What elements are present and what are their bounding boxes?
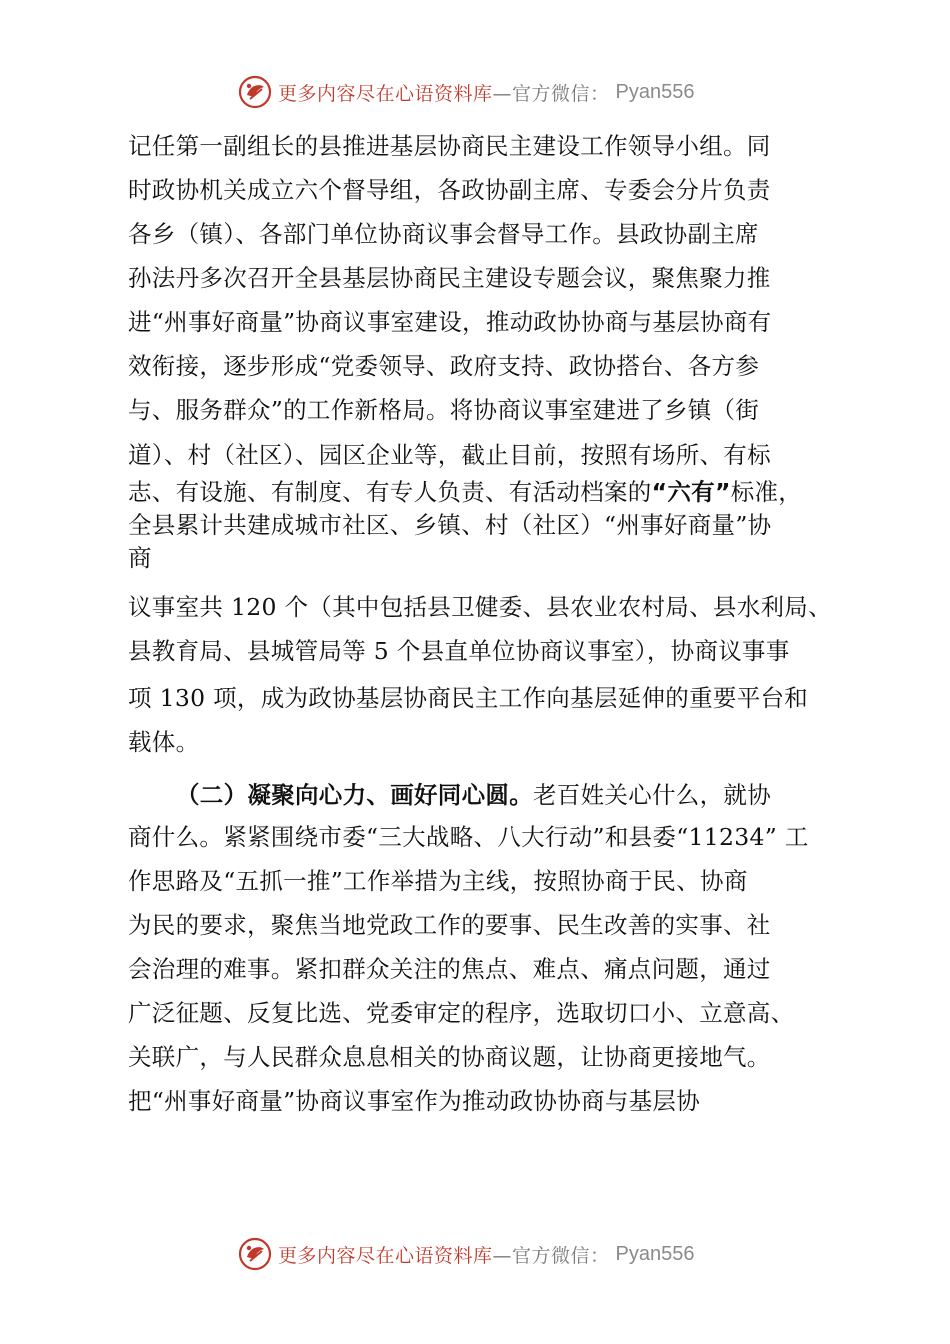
watermark-logo-icon (238, 75, 272, 109)
watermark-text: 更多内容尽在心语资料库 (278, 1244, 493, 1267)
watermark-text: 更多内容尽在心语资料库 (278, 82, 493, 105)
footer-watermark (238, 1234, 758, 1274)
watermark-wechat-label: —官方微信： (492, 1244, 610, 1267)
text-line: 广泛征题、反复比选、党委审定的程序，选取切口小、立意高、 (128, 999, 795, 1027)
section-heading: （二）凝聚向心力、画好同心圆。 (176, 781, 533, 809)
text-line: 全县累计共建成城市社区、乡镇、村（社区）“州事好商量”协 (128, 511, 772, 539)
text-line: 与、服务群众”的工作新格局。将协商议事室建进了乡镇（街 (128, 396, 760, 424)
text-line (128, 477, 802, 507)
text-line: 效衔接，逐步形成“党委领导、政府支持、政协搭台、各方参 (128, 352, 760, 380)
text-line: 进“州事好商量”协商议事室建设，推动政协协商与基层协商有 (128, 308, 772, 336)
text-line: 会治理的难事。紧扣群众关注的焦点、难点、痛点问题，通过 (128, 955, 771, 983)
text-line: 议事室共 120 个（其中包括县卫健委、县农业农村局、县水利局、 (128, 593, 832, 621)
text-line: 各乡（镇）、各部门单位协商议事会督导工作。县政协副主席 (128, 220, 759, 248)
text-line: 关联广，与人民群众息息相关的协商议题，让协商更接地气。 (128, 1043, 771, 1071)
watermark-logo-icon (238, 1237, 272, 1271)
watermark-wechat-id: Pyan556 (615, 80, 695, 103)
text-line: 商什么。紧紧围绕市委“三大战略、八大行动”和县委“11234” 工 (128, 823, 809, 851)
watermark-wechat-label: —官方微信： (492, 82, 610, 105)
text-line: 孙法丹多次召开全县基层协商民主建设专题会议，聚焦聚力推 (128, 264, 771, 292)
text-line: 把“州事好商量”协商议事室作为推动政协协商与基层协 (128, 1087, 701, 1115)
six-standards-emphasis: “六有” (651, 478, 731, 506)
text-line: 县教育局、县城管局等 5 个县直单位协商议事室），协商议事事 (128, 637, 790, 665)
watermark-wechat-id: Pyan556 (615, 1242, 695, 1265)
text-line: 记任第一副组长的县推进基层协商民主建设工作领导小组。同 (128, 132, 771, 160)
text-line: 商 (128, 544, 152, 572)
text-line: 项 130 项，成为政协基层协商民主工作向基层延伸的重要平台和 (128, 684, 809, 712)
text-line: 道）、村（社区）、园区企业等，截止目前，按照有场所、有标 (128, 441, 771, 469)
text-line: 作思路及“五抓一推”工作举措为主线，按照协商于民、协商 (128, 867, 748, 895)
text-segment: 标准， (730, 478, 803, 506)
text-line: 为民的要求，聚焦当地党政工作的要事、民生改善的实事、社 (128, 911, 771, 939)
text-line: 时政协机关成立六个督导组，各政协副主席、专委会分片负责 (128, 176, 771, 204)
section-heading-line (176, 780, 771, 810)
text-line: 载体。 (128, 728, 200, 756)
text-segment: 志、有设施、有制度、有专人负责、有活动档案的 (128, 478, 652, 506)
header-watermark (238, 72, 758, 112)
text-segment: 老百姓关心什么，就协 (533, 781, 771, 809)
